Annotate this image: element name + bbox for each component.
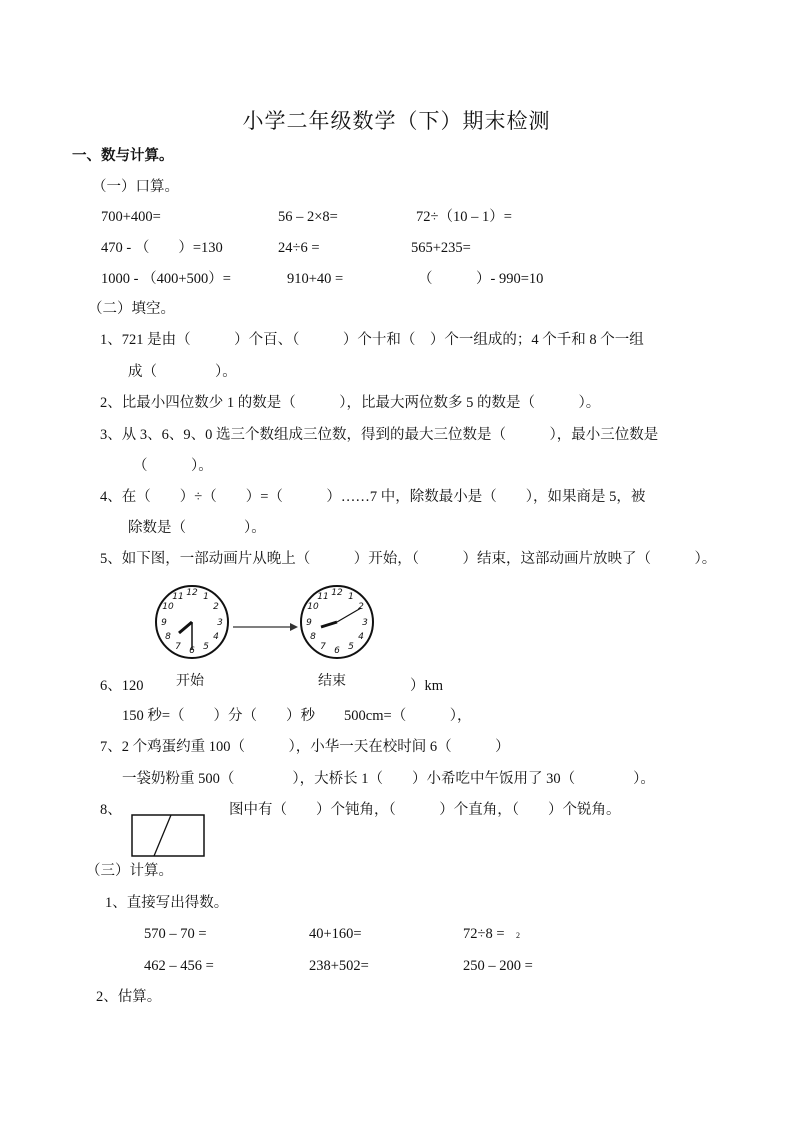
mental-math-item: （ ）- 990=10: [418, 271, 544, 287]
part-heading-calculation: （三）计算。: [86, 863, 173, 879]
svg-text:6: 6: [334, 646, 340, 656]
question-6-prefix: 6、120: [100, 678, 144, 694]
question-6-suffix: ）km: [410, 678, 444, 694]
svg-text:8: 8: [165, 632, 171, 642]
svg-text:7: 7: [320, 642, 326, 652]
calc-item: 570 – 70 =: [144, 926, 207, 942]
calc-item: 72÷8 =: [463, 926, 505, 942]
svg-text:11: 11: [172, 592, 184, 602]
calc-item: 462 – 456 =: [144, 958, 214, 974]
mental-math-item: 470 - （ ）=130: [101, 240, 223, 256]
svg-text:4: 4: [358, 632, 364, 642]
question-2: 2、比最小四位数少 1 的数是（ ），比最大两位数多 5 的数是（ ）。: [100, 395, 601, 411]
question-6-line-2: 150 秒=（ ）分（ ）秒 500cm=（ ），: [122, 708, 472, 724]
page-title: 小学二年级数学（下）期末检测: [242, 109, 551, 133]
calc-item: 250 – 200 =: [463, 958, 533, 974]
svg-text:4: 4: [213, 632, 219, 642]
svg-text:7: 7: [175, 642, 181, 652]
mental-math-item: 1000 - （400+500）=: [101, 271, 231, 287]
rectangle-with-line-figure: [130, 813, 208, 859]
question-4-line-2: 除数是（ ）。: [128, 520, 266, 536]
svg-text:5: 5: [203, 642, 209, 652]
svg-text:3: 3: [362, 618, 368, 628]
clock-label-end: 结束: [318, 673, 346, 689]
svg-text:11: 11: [317, 592, 329, 602]
svg-text:2: 2: [358, 602, 364, 612]
svg-text:3: 3: [217, 618, 223, 628]
sub-heading-direct-answer: 1、直接写出得数。: [105, 895, 229, 911]
end-clock: [301, 586, 373, 658]
mental-math-item: 56 – 2×8=: [278, 209, 338, 225]
question-1-line-2: 成（ ）。: [128, 364, 237, 380]
svg-text:6: 6: [189, 646, 195, 656]
mental-math-item: 910+40 =: [287, 271, 344, 287]
mental-math-item: 72÷（10 – 1）=: [416, 209, 512, 225]
sub-heading-estimate: 2、估算。: [96, 989, 162, 1005]
question-5: 5、如下图，一部动画片从晚上（ ）开始，（ ）结束，这部动画片放映了（ ）。: [100, 551, 717, 567]
question-1-line-1: 1、721 是由（ ）个百、（ ）个十和（ ）个一组成的；4 个千和 8 个一组: [100, 332, 644, 348]
svg-text:5: 5: [348, 642, 354, 652]
mental-math-item: 700+400=: [101, 209, 161, 225]
svg-text:2: 2: [213, 602, 219, 612]
svg-text:10: 10: [162, 602, 174, 612]
section-heading-number-and-calculation: 一、数与计算。: [72, 148, 174, 164]
svg-text:8: 8: [310, 632, 316, 642]
question-3-line-1: 3、从 3、6、9、0 选三个数组成三位数，得到的最大三位数是（ ），最小三位数是: [100, 427, 659, 443]
mental-math-item: 565+235=: [411, 240, 471, 256]
svg-text:1: 1: [203, 592, 209, 602]
svg-text:1: 1: [348, 592, 354, 602]
clock-label-start: 开始: [176, 673, 204, 689]
question-8-text: 图中有（ ）个钝角，（ ）个直角，（ ）个锐角。: [229, 802, 621, 818]
arrow: [233, 623, 298, 631]
stray-mark: 2: [516, 931, 520, 940]
start-clock: [156, 586, 228, 658]
question-4-line-1: 4、在（ ）÷（ ）=（ ）……7 中，除数最小是（ ），如果商是 5，被: [100, 489, 646, 505]
question-7-line-2: 一袋奶粉重 500（ ），大桥长 1（ ）小希吃中午饭用了 30（ ）。: [122, 771, 655, 787]
clocks-figure: [150, 580, 390, 670]
svg-text:9: 9: [306, 618, 312, 628]
part-heading-fill-in: （二）填空。: [88, 301, 175, 317]
calc-item: 40+160=: [309, 926, 362, 942]
question-7-line-1: 7、2 个鸡蛋约重 100（ ），小华一天在校时间 6（ ）: [100, 739, 510, 755]
calc-item: 238+502=: [309, 958, 369, 974]
mental-math-item: 24÷6 =: [278, 240, 320, 256]
question-3-line-2: （ ）。: [133, 458, 213, 474]
part-heading-mental-math: （一）口算。: [92, 179, 179, 195]
svg-text:12: 12: [331, 588, 343, 598]
svg-text:9: 9: [161, 618, 167, 628]
svg-text:12: 12: [186, 588, 198, 598]
svg-text:10: 10: [307, 602, 319, 612]
question-8-prefix: 8、: [100, 802, 122, 818]
